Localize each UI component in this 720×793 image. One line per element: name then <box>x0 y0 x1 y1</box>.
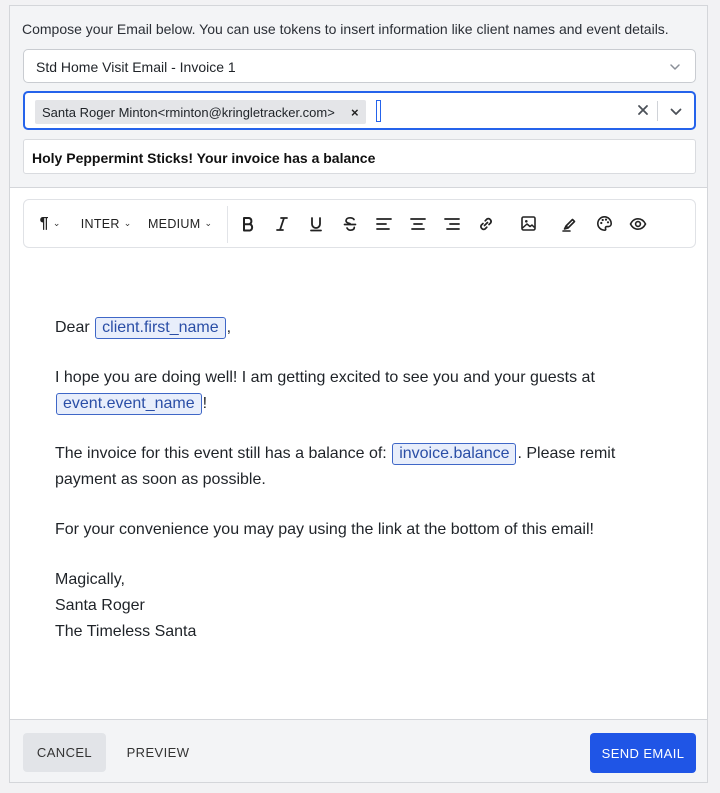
align-right-icon[interactable] <box>442 200 462 247</box>
editor-toolbar <box>23 199 696 248</box>
recipient-field[interactable] <box>23 91 696 130</box>
recipient-chip-label: Santa Roger Minton<rminton@kringletracker.com> <box>42 104 335 120</box>
chevron-down-icon: ⌄ <box>204 218 213 228</box>
greeting-text: Dear <box>55 319 90 336</box>
cancel-button[interactable]: CANCEL <box>23 733 106 772</box>
signoff-text: Magically, <box>55 571 125 588</box>
signature-name: Santa Roger <box>55 597 145 614</box>
template-select-value: Std Home Visit Email - Invoice 1 <box>36 59 236 75</box>
chevron-down-icon[interactable] <box>669 105 683 124</box>
body-paragraph <box>55 441 675 493</box>
field-separator <box>657 101 658 121</box>
token-invoice-balance[interactable]: invoice.balance <box>392 443 516 465</box>
chevron-down-icon: ⌄ <box>123 218 132 228</box>
paragraph-style-dropdown[interactable] <box>35 200 65 247</box>
body-paragraph <box>55 365 675 417</box>
image-icon[interactable] <box>518 200 538 247</box>
body-text: The invoice for this event still has a balance of: <box>55 445 387 462</box>
subject-input[interactable] <box>23 139 696 174</box>
chevron-down-icon <box>669 60 681 78</box>
template-select[interactable] <box>23 49 696 83</box>
recipient-text-input[interactable] <box>376 100 381 122</box>
paragraph-icon: ¶ <box>39 214 49 232</box>
email-body-editor[interactable] <box>55 315 675 669</box>
body-text: I hope you are doing well! I am getting excited to see you and your guests at <box>55 369 595 386</box>
close-icon[interactable] <box>636 103 650 122</box>
link-icon[interactable] <box>476 200 496 247</box>
body-text: . Please remit payment as soon as possible. <box>55 445 616 488</box>
send-email-button[interactable]: SEND EMAIL <box>590 733 696 773</box>
email-composer <box>9 5 708 783</box>
greeting-punctuation: , <box>226 319 232 336</box>
body-paragraph <box>55 517 675 543</box>
font-family-value: INTER <box>80 216 120 231</box>
body-text: For your convenience you may pay using the link at the bottom of this email! <box>55 521 594 538</box>
strikethrough-icon[interactable] <box>340 200 360 247</box>
signature-block <box>55 567 675 645</box>
font-family-dropdown[interactable] <box>78 200 134 247</box>
font-weight-value: MEDIUM <box>147 216 201 231</box>
align-left-icon[interactable] <box>374 200 394 247</box>
toolbar-divider <box>227 206 228 243</box>
remove-recipient-button[interactable]: × <box>351 104 359 120</box>
body-paragraph <box>55 315 675 341</box>
preview-button[interactable]: PREVIEW <box>117 733 199 772</box>
font-weight-dropdown[interactable] <box>145 200 215 247</box>
compose-header <box>10 6 707 188</box>
highlighter-icon[interactable] <box>560 200 580 247</box>
token-event-name[interactable]: event.event_name <box>56 393 202 415</box>
align-center-icon[interactable] <box>408 200 428 247</box>
chevron-down-icon: ⌄ <box>52 218 61 228</box>
composer-footer <box>10 719 707 782</box>
compose-instructions: Compose your Email below. You can use tokens to insert information like client names and event details. <box>22 21 669 37</box>
eye-icon[interactable] <box>628 200 648 247</box>
body-punctuation: ! <box>202 395 208 412</box>
underline-icon[interactable] <box>306 200 326 247</box>
recipient-chip <box>35 100 366 124</box>
palette-icon[interactable] <box>594 200 614 247</box>
subject-value: Holy Peppermint Sticks! Your invoice has a balance <box>32 150 376 166</box>
bold-icon[interactable] <box>238 200 258 247</box>
italic-icon[interactable] <box>272 200 292 247</box>
signature-title: The Timeless Santa <box>55 623 197 640</box>
token-client-first-name[interactable]: client.first_name <box>95 317 226 339</box>
